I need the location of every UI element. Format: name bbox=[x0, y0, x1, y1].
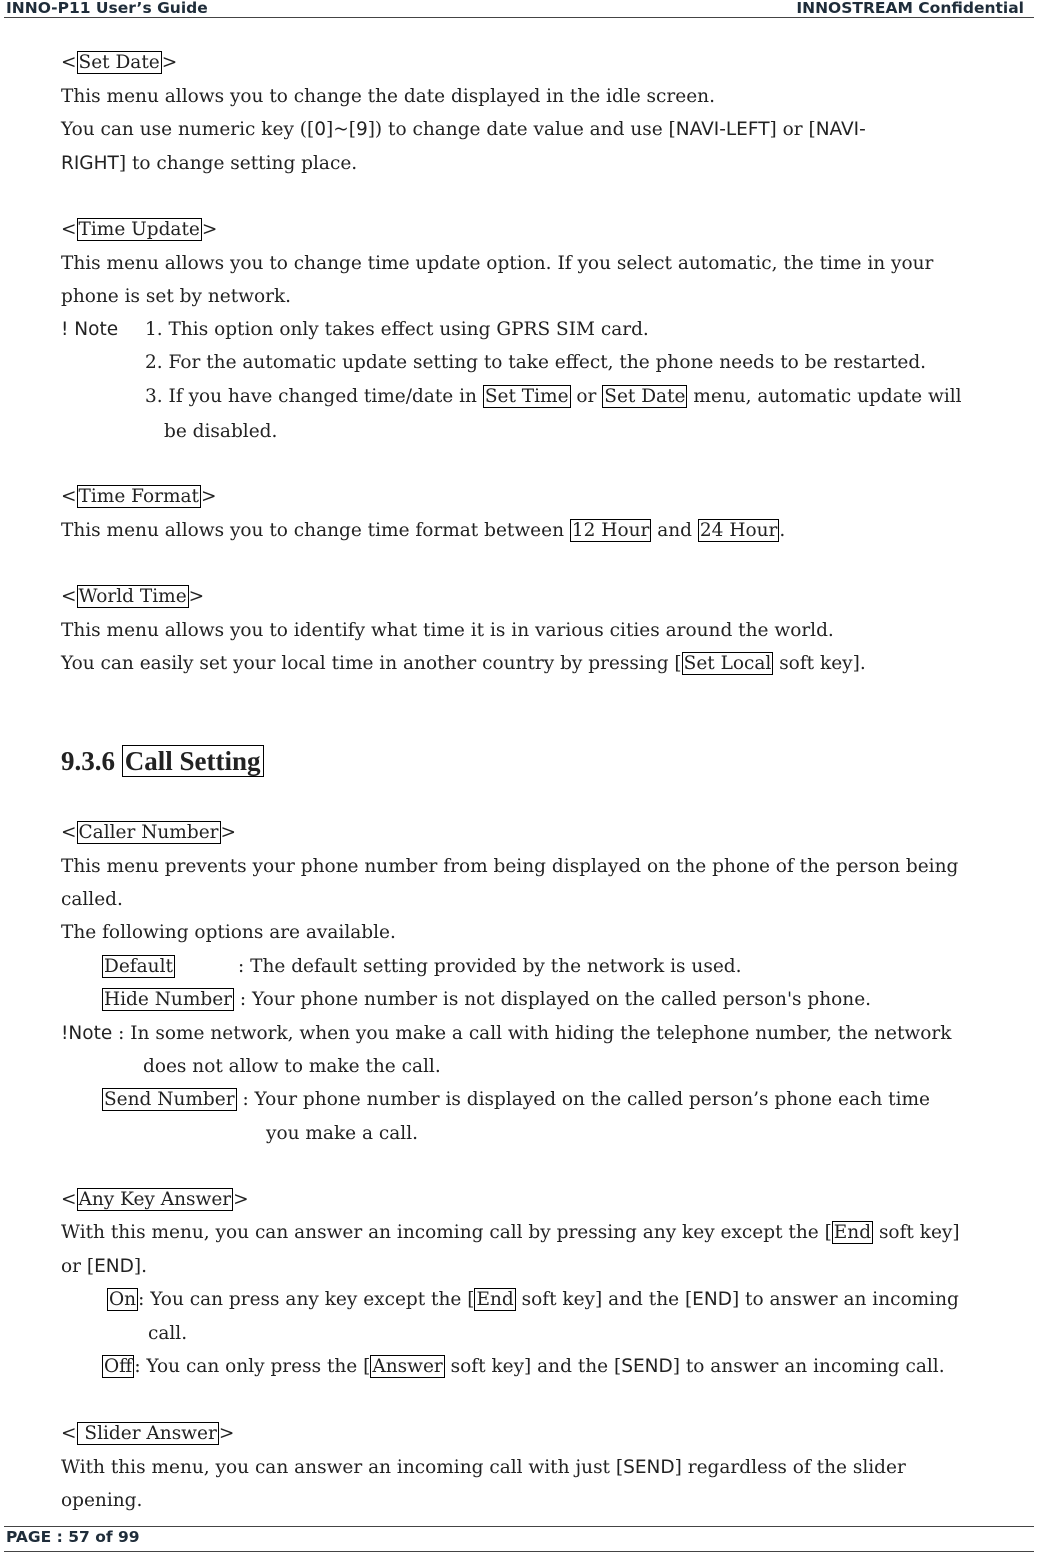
paragraph-line: opening. bbox=[61, 1490, 143, 1511]
paragraph-line: With this menu, you can answer an incoming call by pressing any key except the [ End soft key] bbox=[61, 1222, 960, 1243]
set-local-key: Set Local bbox=[683, 653, 772, 674]
paragraph-line: RIGHT] to change setting place. bbox=[61, 153, 358, 174]
paragraph-line: This menu allows you to identify what time it is in various cities around the world. bbox=[61, 620, 834, 641]
send-key: SEND bbox=[623, 1457, 675, 1478]
key-9: 9 bbox=[355, 119, 368, 140]
paragraph-line: The following options are available. bbox=[61, 922, 396, 943]
caller-number-heading: < Caller Number > bbox=[61, 822, 237, 843]
section-title: Call Setting bbox=[122, 745, 264, 777]
section-heading: 9.3.6 Call Setting bbox=[61, 746, 264, 777]
page-number: PAGE : 57 of 99 bbox=[6, 1528, 140, 1546]
key-navi-left: NAVI-LEFT bbox=[675, 119, 770, 140]
caller-number-title: Caller Number bbox=[78, 822, 219, 843]
paragraph-line: phone is set by network. bbox=[61, 286, 292, 307]
caller-note-cont: does not allow to make the call. bbox=[143, 1056, 441, 1077]
note-label: ! Note bbox=[61, 319, 119, 340]
option-hide-number: Hide Number : Your phone number is not displayed on the called person's phone. bbox=[104, 989, 872, 1010]
world-time-heading: < World Time > bbox=[61, 586, 205, 607]
set-date-ref: Set Date bbox=[604, 386, 686, 407]
key-0: 0 bbox=[314, 119, 326, 140]
12-hour-option: 12 Hour bbox=[571, 520, 650, 541]
option-off: Off : You can only press the [ Answer soft key] and the [SEND] to answer an incoming call. bbox=[104, 1356, 945, 1377]
time-format-title: Time Format bbox=[78, 486, 199, 507]
set-time-ref: Set Time bbox=[484, 386, 569, 407]
paragraph-line: or [END]. bbox=[61, 1256, 147, 1277]
paragraph-line: called. bbox=[61, 889, 123, 910]
paragraph-line: This menu allows you to change the date displayed in the idle screen. bbox=[61, 86, 715, 107]
world-time-title: World Time bbox=[78, 586, 187, 607]
slider-answer-title: Slider Answer bbox=[78, 1423, 217, 1444]
paragraph-line: With this menu, you can answer an incoming call with just [SEND] regardless of the slider bbox=[61, 1457, 906, 1478]
option-send-number-cont: you make a call. bbox=[266, 1123, 419, 1144]
24-hour-option: 24 Hour bbox=[699, 520, 778, 541]
header-doc-title: INNO-P11 User’s Guide bbox=[6, 0, 208, 17]
option-on-cont: call. bbox=[148, 1323, 188, 1344]
option-default: Default bbox=[104, 956, 173, 977]
paragraph-line: You can use numeric key ([0]~[9]) to change date value and use [NAVI-LEFT] or [NAVI- bbox=[61, 119, 866, 140]
time-format-heading: < Time Format > bbox=[61, 486, 217, 507]
paragraph-line: This menu prevents your phone number from being displayed on the phone of the person being bbox=[61, 856, 959, 877]
end-soft-key: End bbox=[833, 1222, 872, 1243]
note-item-1: 1. This option only takes effect using GPRS SIM card. bbox=[145, 319, 649, 340]
page-header bbox=[4, 0, 1034, 18]
option-default-desc: : The default setting provided by the network is used. bbox=[238, 956, 742, 977]
caller-note: !Note : In some network, when you make a call with hiding the telephone number, the network bbox=[61, 1023, 952, 1044]
set-date-title: Set Date bbox=[78, 52, 160, 73]
paragraph-line: This menu allows you to change time format between 12 Hour and 24 Hour . bbox=[61, 520, 786, 541]
paragraph-line: You can easily set your local time in another country by pressing [ Set Local soft key]. bbox=[61, 653, 866, 674]
any-key-title: Any Key Answer bbox=[78, 1189, 232, 1210]
key-navi-right: NAVI- bbox=[815, 119, 866, 140]
option-send-number: Send Number : Your phone number is displayed on the called person’s phone each time bbox=[104, 1089, 930, 1110]
time-update-heading: < Time Update > bbox=[61, 219, 218, 240]
paragraph-line: This menu allows you to change time update option. If you select automatic, the time in your bbox=[61, 253, 934, 274]
header-confidential: INNOSTREAM Confidential bbox=[796, 0, 1024, 17]
option-on: On : You can press any key except the [ End soft key] and the [END] to answer an incoming bbox=[109, 1289, 959, 1310]
note-item-3: 3. If you have changed time/date in Set Time or Set Date menu, automatic update will bbox=[145, 386, 962, 407]
any-key-heading: < Any Key Answer > bbox=[61, 1189, 249, 1210]
time-update-title: Time Update bbox=[78, 219, 200, 240]
page-footer bbox=[4, 1526, 1034, 1552]
slider-answer-heading: < Slider Answer > bbox=[61, 1423, 235, 1444]
set-date-heading: < Set Date > bbox=[61, 52, 178, 73]
end-key: END bbox=[94, 1256, 134, 1277]
note-item-2: 2. For the automatic update setting to take effect, the phone needs to be restarted. bbox=[145, 352, 927, 373]
note-item-3-cont: be disabled. bbox=[164, 421, 278, 442]
